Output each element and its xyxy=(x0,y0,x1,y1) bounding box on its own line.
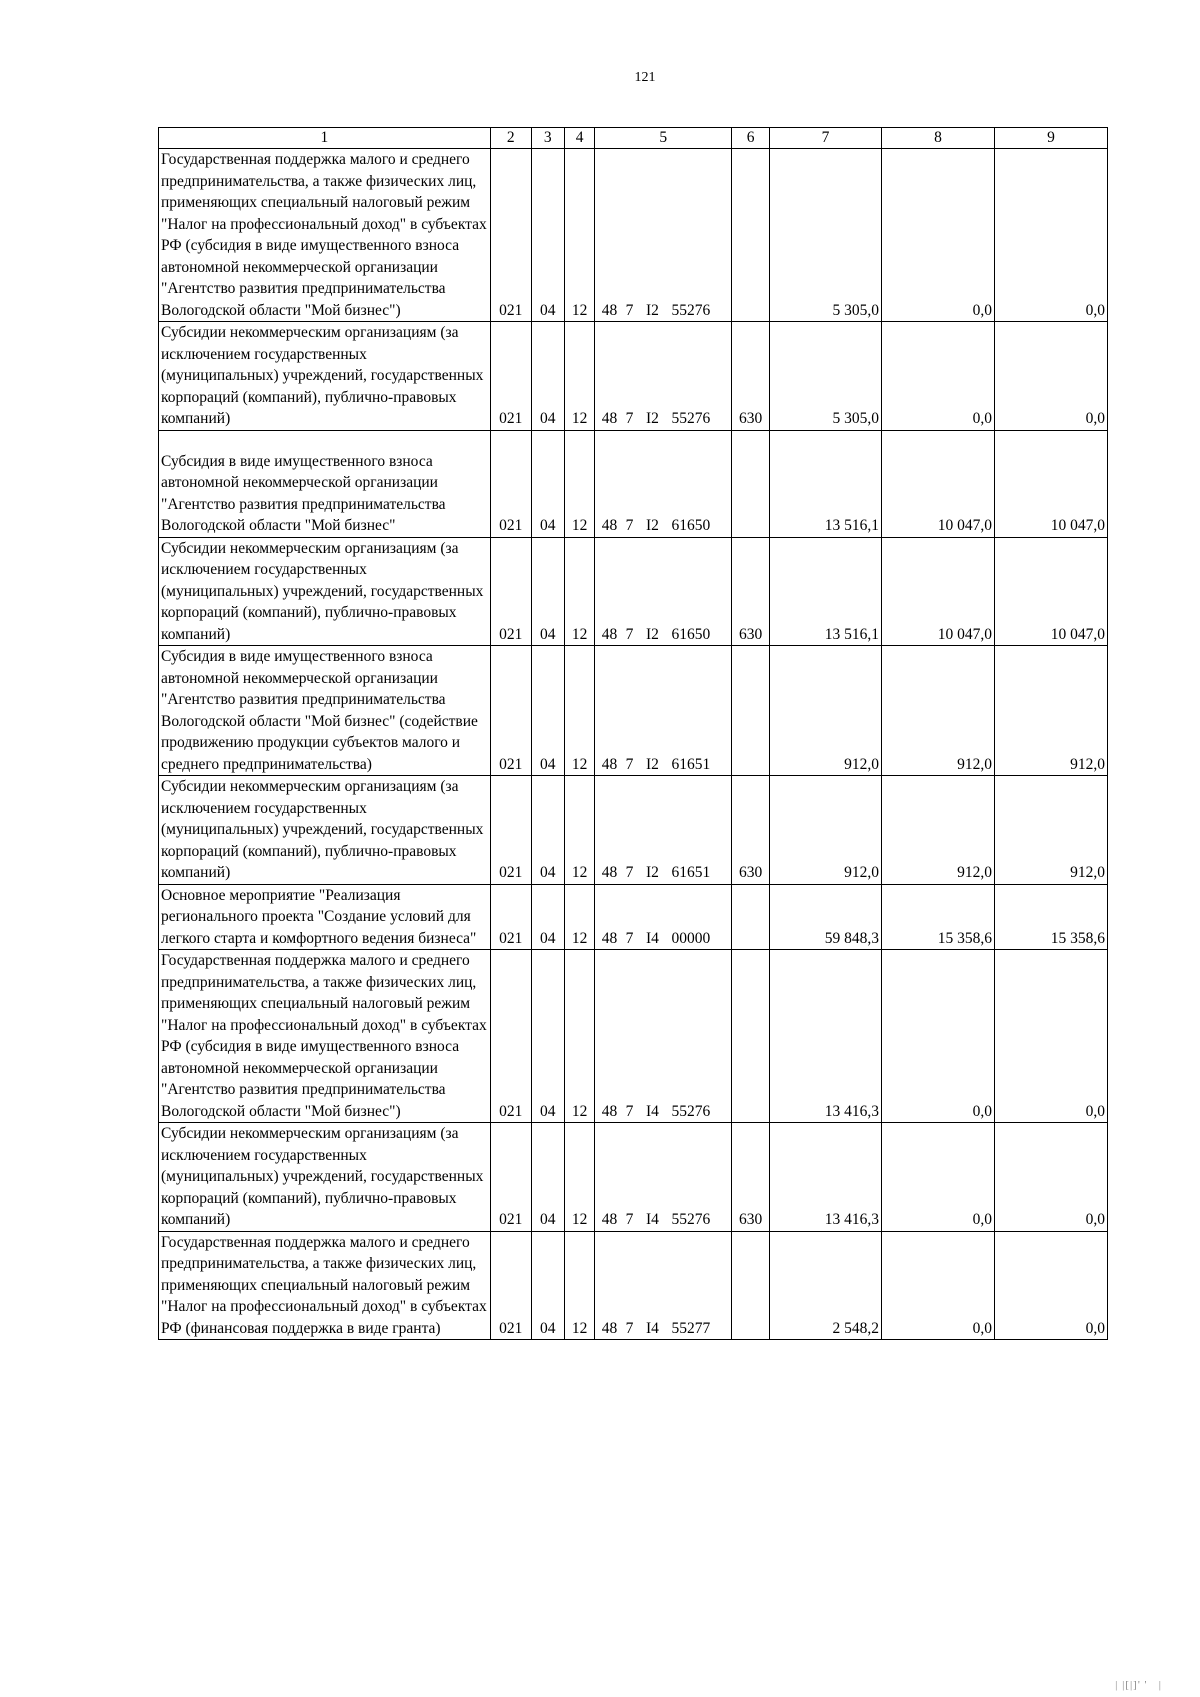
target-article-part: I2 xyxy=(646,625,659,643)
target-article-part: I2 xyxy=(646,864,659,881)
target-article-part: 48 xyxy=(601,517,618,534)
row-name: Субсидии некоммерческим организациям (за исключением государственных (муниципальных) учреждений, государственных корпораций (компаний), публично-правовых компаний) xyxy=(159,322,491,431)
target-article-part: 7 xyxy=(625,1211,634,1228)
column-number: 1 xyxy=(159,128,491,149)
cell-subsection: 12 xyxy=(564,322,595,431)
cell-ministry-code: 021 xyxy=(490,1231,531,1340)
cell-ministry-code: 021 xyxy=(490,1123,531,1232)
cell-subsection: 12 xyxy=(564,149,595,322)
cell-expense-type: 630 xyxy=(732,322,770,431)
cell-section: 04 xyxy=(531,1231,564,1340)
table-row xyxy=(159,646,1108,776)
cell-amount-year2: 0,0 xyxy=(882,149,995,322)
cell-amount-year3: 0,0 xyxy=(994,950,1107,1123)
target-article-part: I4 xyxy=(646,1102,659,1120)
cell-target-article xyxy=(595,1231,732,1340)
target-article-part: 48 xyxy=(601,755,618,773)
table-row xyxy=(159,537,1108,646)
table-row xyxy=(159,430,1108,537)
cell-amount-year1: 912,0 xyxy=(770,646,882,776)
row-name: Субсидии некоммерческим организациям (за исключением государственных (муниципальных) учреждений, государственных корпораций (компаний), публично-правовых компаний) xyxy=(159,1123,491,1232)
cell-amount-year2: 0,0 xyxy=(882,1231,995,1340)
cell-section: 04 xyxy=(531,950,564,1123)
cell-amount-year3: 912,0 xyxy=(994,776,1107,885)
column-number: 6 xyxy=(732,128,770,149)
row-name: Основное мероприятие "Реализация регионального проекта "Создание условий для легкого старта и комфортного ведения бизнеса" xyxy=(159,884,491,950)
target-article-part: 55276 xyxy=(671,1211,711,1228)
target-article-part: 7 xyxy=(625,410,634,427)
table-row xyxy=(159,884,1108,950)
target-article-part: I4 xyxy=(646,929,659,947)
cell-section: 04 xyxy=(531,1123,564,1232)
cell-section: 04 xyxy=(531,776,564,885)
cell-amount-year3: 0,0 xyxy=(994,322,1107,431)
cell-amount-year3: 0,0 xyxy=(994,149,1107,322)
cell-amount-year3: 0,0 xyxy=(994,1231,1107,1340)
cell-subsection: 12 xyxy=(564,950,595,1123)
cell-expense-type: 630 xyxy=(732,776,770,885)
target-article-part: I2 xyxy=(646,755,659,773)
target-article-part: 00000 xyxy=(671,929,711,947)
table-row xyxy=(159,1123,1108,1232)
row-name: Государственная поддержка малого и среднего предпринимательства, а также физических лиц, применяющих специальный налоговый режим "Налог на профессиональный доход" в субъектах РФ (субсидия в виде имущественного взноса автономной некоммерческой организации "Агентство развития предпринимательства Вологодской области "Мой бизнес") xyxy=(159,149,491,322)
cell-amount-year1: 5 305,0 xyxy=(770,149,882,322)
target-article-part: 7 xyxy=(625,864,634,881)
cell-subsection: 12 xyxy=(564,1123,595,1232)
row-name: Субсидии некоммерческим организациям (за исключением государственных (муниципальных) учреждений, государственных корпораций (компаний), публично-правовых компаний) xyxy=(159,537,491,646)
cell-target-article xyxy=(595,1123,732,1232)
cell-amount-year1: 59 848,3 xyxy=(770,884,882,950)
table-row xyxy=(159,950,1108,1123)
target-article-part: 48 xyxy=(601,410,618,427)
cell-amount-year3: 10 047,0 xyxy=(994,537,1107,646)
row-name: Субсидии некоммерческим организациям (за исключением государственных (муниципальных) учреждений, государственных корпораций (компаний), публично-правовых компаний) xyxy=(159,776,491,885)
cell-amount-year1: 13 416,3 xyxy=(770,950,882,1123)
target-article-part: 61651 xyxy=(671,755,711,773)
cell-section: 04 xyxy=(531,884,564,950)
cell-target-article xyxy=(595,430,732,537)
column-number-header xyxy=(159,128,1108,149)
cell-ministry-code: 021 xyxy=(490,149,531,322)
cell-section: 04 xyxy=(531,322,564,431)
column-number: 8 xyxy=(882,128,995,149)
cell-amount-year1: 912,0 xyxy=(770,776,882,885)
cell-amount-year2: 0,0 xyxy=(882,950,995,1123)
scan-artifact: | |[|]' ' | xyxy=(1115,1679,1162,1691)
column-number: 5 xyxy=(595,128,732,149)
target-article-part: 7 xyxy=(625,1102,634,1120)
page-number: 121 xyxy=(634,70,656,85)
budget-table xyxy=(158,127,1108,1340)
cell-expense-type xyxy=(732,1231,770,1340)
target-article-part: 55277 xyxy=(671,1319,711,1337)
target-article-part: 48 xyxy=(601,1211,618,1228)
target-article-part: 48 xyxy=(601,1102,618,1120)
column-number: 9 xyxy=(994,128,1107,149)
target-article-part: 61650 xyxy=(671,517,711,534)
column-number: 4 xyxy=(564,128,595,149)
target-article-part: 61651 xyxy=(671,864,711,881)
cell-target-article xyxy=(595,322,732,431)
cell-expense-type xyxy=(732,884,770,950)
row-name: Субсидия в виде имущественного взноса автономной некоммерческой организации "Агентство развития предпринимательства Вологодской области "Мой бизнес" xyxy=(159,430,491,537)
cell-subsection: 12 xyxy=(564,430,595,537)
cell-expense-type xyxy=(732,950,770,1123)
target-article-part: 48 xyxy=(601,864,618,881)
cell-ministry-code: 021 xyxy=(490,884,531,950)
cell-ministry-code: 021 xyxy=(490,776,531,885)
target-article-part: I2 xyxy=(646,410,659,427)
target-article-part: 7 xyxy=(625,625,634,643)
table-row xyxy=(159,322,1108,431)
target-article-part: 55276 xyxy=(671,410,711,427)
cell-target-article xyxy=(595,537,732,646)
cell-section: 04 xyxy=(531,149,564,322)
cell-subsection: 12 xyxy=(564,1231,595,1340)
target-article-part: 7 xyxy=(625,517,634,534)
target-article-part: 55276 xyxy=(671,1102,711,1120)
cell-amount-year1: 2 548,2 xyxy=(770,1231,882,1340)
cell-subsection: 12 xyxy=(564,646,595,776)
target-article-part: 48 xyxy=(601,625,618,643)
target-article-part: 48 xyxy=(601,929,618,947)
cell-target-article xyxy=(595,884,732,950)
cell-expense-type xyxy=(732,430,770,537)
cell-amount-year1: 13 516,1 xyxy=(770,430,882,537)
target-article-part: 48 xyxy=(601,301,618,319)
cell-ministry-code: 021 xyxy=(490,430,531,537)
cell-amount-year2: 912,0 xyxy=(882,776,995,885)
cell-subsection: 12 xyxy=(564,884,595,950)
cell-subsection: 12 xyxy=(564,537,595,646)
cell-target-article xyxy=(595,776,732,885)
column-number: 2 xyxy=(490,128,531,149)
target-article-part: 7 xyxy=(625,1319,634,1337)
cell-amount-year1: 5 305,0 xyxy=(770,322,882,431)
cell-amount-year1: 13 416,3 xyxy=(770,1123,882,1232)
cell-amount-year3: 15 358,6 xyxy=(994,884,1107,950)
cell-amount-year2: 0,0 xyxy=(882,322,995,431)
column-number: 3 xyxy=(531,128,564,149)
cell-target-article xyxy=(595,950,732,1123)
row-name: Государственная поддержка малого и среднего предпринимательства, а также физических лиц, применяющих специальный налоговый режим "Налог на профессиональный доход" в субъектах РФ (финансовая поддержка в виде гранта) xyxy=(159,1231,491,1340)
cell-amount-year1: 13 516,1 xyxy=(770,537,882,646)
row-name: Субсидия в виде имущественного взноса автономной некоммерческой организации "Агентство развития предпринимательства Вологодской области "Мой бизнес" (содействие продвижению продукции субъектов малого и среднего предпринимательства) xyxy=(159,646,491,776)
table-body xyxy=(159,128,1108,1340)
cell-section: 04 xyxy=(531,646,564,776)
cell-expense-type: 630 xyxy=(732,537,770,646)
target-article-part: I2 xyxy=(646,517,659,534)
cell-target-article xyxy=(595,646,732,776)
target-article-part: I4 xyxy=(646,1319,659,1337)
cell-amount-year3: 10 047,0 xyxy=(994,430,1107,537)
target-article-part: 7 xyxy=(625,301,634,319)
cell-amount-year3: 912,0 xyxy=(994,646,1107,776)
cell-section: 04 xyxy=(531,537,564,646)
target-article-part: 55276 xyxy=(671,301,711,319)
cell-ministry-code: 021 xyxy=(490,950,531,1123)
cell-expense-type xyxy=(732,646,770,776)
cell-expense-type xyxy=(732,149,770,322)
target-article-part: 61650 xyxy=(671,625,711,643)
cell-amount-year2: 912,0 xyxy=(882,646,995,776)
target-article-part: 7 xyxy=(625,755,634,773)
target-article-part: I4 xyxy=(646,1211,659,1228)
cell-amount-year2: 0,0 xyxy=(882,1123,995,1232)
cell-amount-year3: 0,0 xyxy=(994,1123,1107,1232)
table-row xyxy=(159,1231,1108,1340)
row-name: Государственная поддержка малого и среднего предпринимательства, а также физических лиц, применяющих специальный налоговый режим "Налог на профессиональный доход" в субъектах РФ (субсидия в виде имущественного взноса автономной некоммерческой организации "Агентство развития предпринимательства Вологодской области "Мой бизнес") xyxy=(159,950,491,1123)
cell-amount-year2: 15 358,6 xyxy=(882,884,995,950)
cell-amount-year2: 10 047,0 xyxy=(882,430,995,537)
target-article-part: 7 xyxy=(625,929,634,947)
target-article-part: I2 xyxy=(646,301,659,319)
target-article-part: 48 xyxy=(601,1319,618,1337)
table-row xyxy=(159,149,1108,322)
cell-ministry-code: 021 xyxy=(490,646,531,776)
table-row xyxy=(159,776,1108,885)
cell-target-article xyxy=(595,149,732,322)
cell-amount-year2: 10 047,0 xyxy=(882,537,995,646)
cell-ministry-code: 021 xyxy=(490,322,531,431)
cell-subsection: 12 xyxy=(564,776,595,885)
column-number: 7 xyxy=(770,128,882,149)
cell-expense-type: 630 xyxy=(732,1123,770,1232)
cell-ministry-code: 021 xyxy=(490,537,531,646)
cell-section: 04 xyxy=(531,430,564,537)
